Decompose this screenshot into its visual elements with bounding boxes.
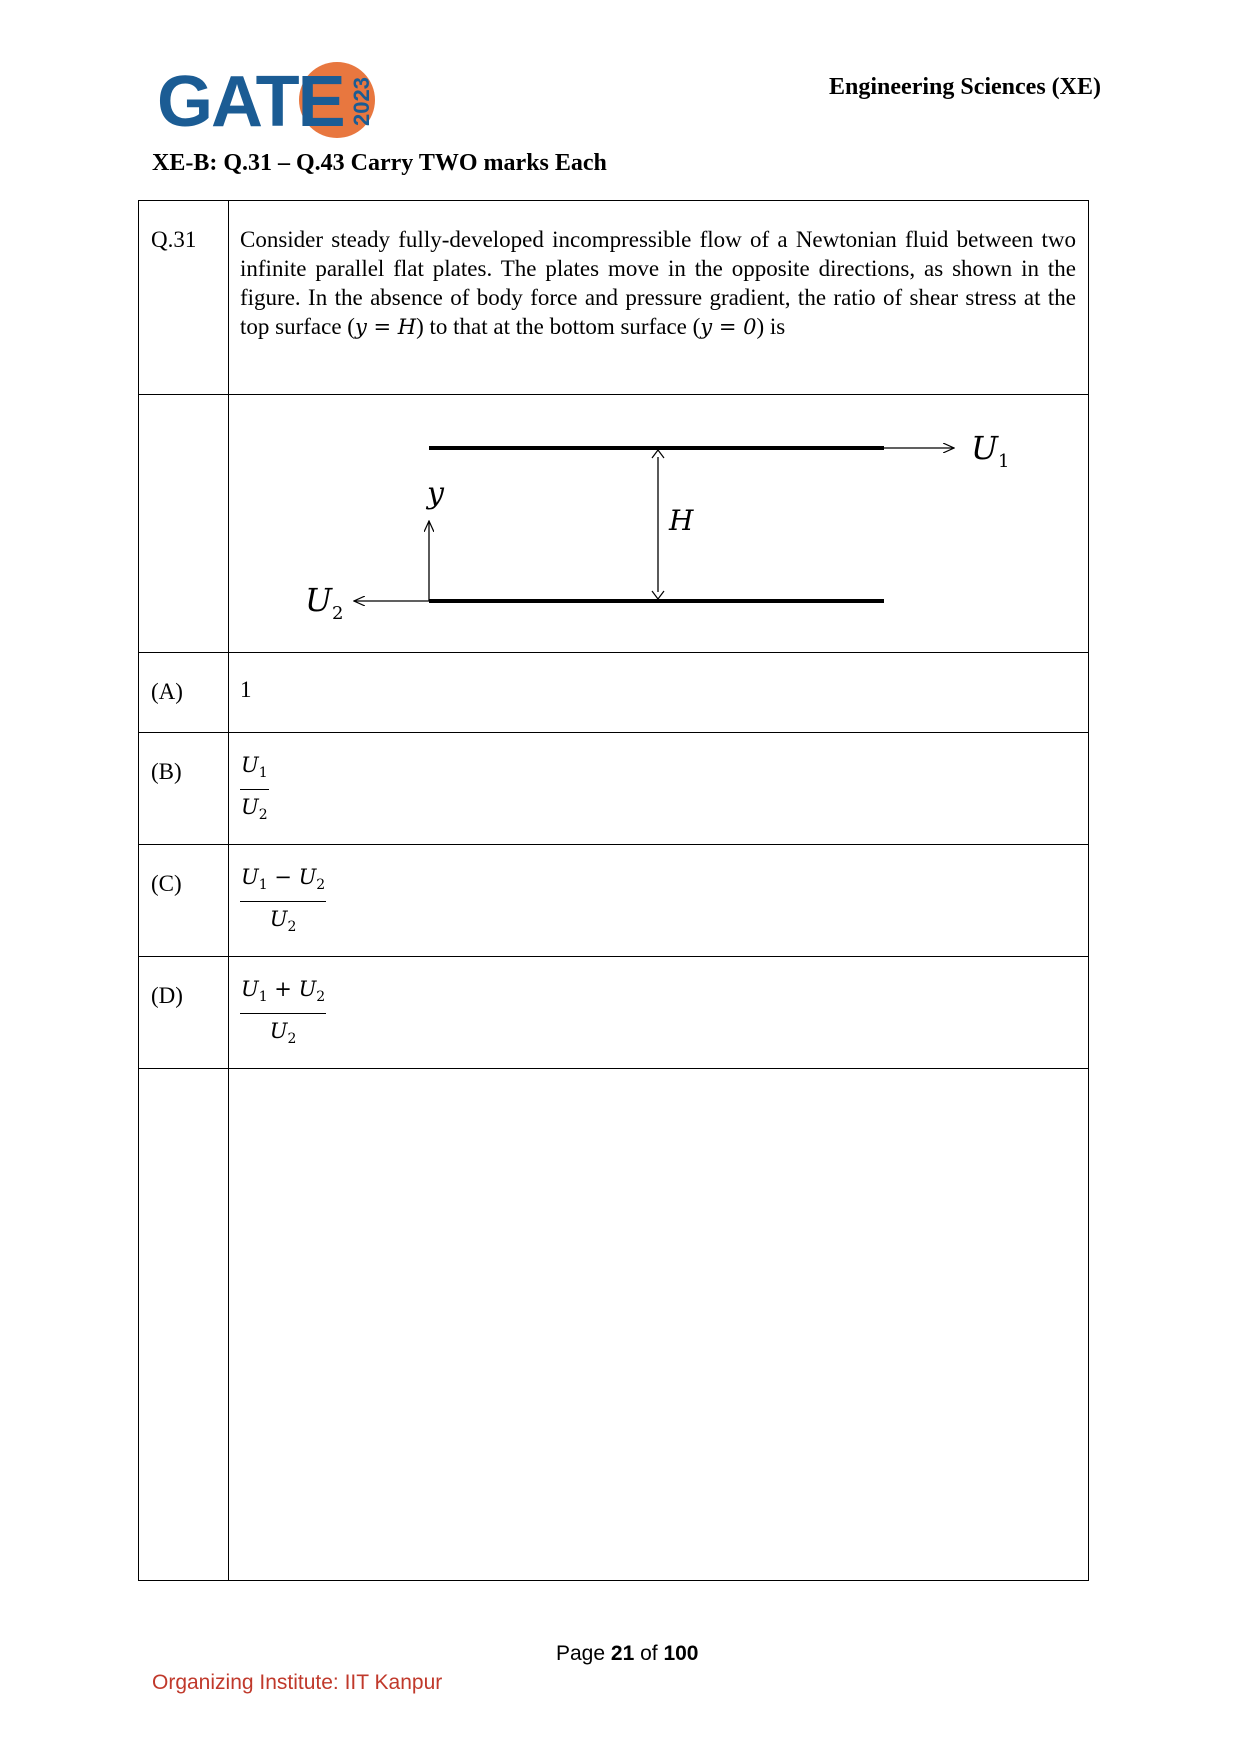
figure-cell <box>229 395 1089 653</box>
question-text-part3: ) is <box>756 314 786 339</box>
option-d-value <box>229 957 1089 1069</box>
option-c-fraction: $\frac{U_1 - U_2}{U_2}$ <box>241 865 326 936</box>
question-text-part2: ) to that at the bottom surface ( <box>416 314 701 339</box>
figure-row <box>139 395 1089 653</box>
option-d-label: (D) <box>139 957 229 1069</box>
figure-label-cell <box>139 395 229 653</box>
option-d-row <box>139 957 1089 1069</box>
u1-label: $U_1$ <box>971 429 1010 472</box>
subject-title: Engineering Sciences (XE) <box>829 74 1101 100</box>
math-y-equals-0: y = 0 <box>700 315 757 339</box>
h-arrow-bottom <box>652 591 664 599</box>
logo-text: GATE <box>157 62 344 142</box>
option-b-row <box>139 733 1089 845</box>
logo-year: 2023 <box>349 77 374 127</box>
option-a-row <box>139 653 1089 733</box>
option-a-value <box>229 653 1089 733</box>
question-text <box>229 201 1089 395</box>
option-c-row <box>139 845 1089 957</box>
organizing-institute: Organizing Institute: IIT Kanpur <box>152 1671 443 1694</box>
option-b-value <box>229 733 1089 845</box>
option-d-fraction: $\frac{U_1 + U_2}{U_2}$ <box>241 977 326 1048</box>
math-y-equals-h: y = H <box>354 315 417 339</box>
option-a-label: (A) <box>139 653 229 733</box>
option-b-label: (B) <box>139 733 229 845</box>
h-arrow-top <box>652 450 664 458</box>
u2-label: $U_2$ <box>305 581 344 624</box>
option-b-fraction: $\frac{U_1}{U_2}$ <box>241 753 268 824</box>
blank-row <box>139 1069 1089 1581</box>
question-row <box>139 201 1089 395</box>
question-text-part1: Consider steady fully-developed incompressible flow of a Newtonian fluid between two infinite parallel flat plates. The plates move in the opposite directions, as shown in the figure. In the absence of body force and pressure gradient, the ratio of shear stress at the top surface ( <box>240 227 1076 339</box>
option-a-text: 1 <box>240 677 252 702</box>
option-c-value <box>229 845 1089 957</box>
y-axis-label: y <box>427 476 444 511</box>
page-number: Page 21 of 100 <box>556 1642 699 1665</box>
blank-label-cell <box>139 1069 229 1581</box>
question-table <box>138 200 1089 1581</box>
h-label: H <box>669 504 694 537</box>
couette-flow-figure <box>229 395 1087 651</box>
section-title: XE-B: Q.31 – Q.43 Carry TWO marks Each <box>152 150 607 176</box>
option-c-label: (C) <box>139 845 229 957</box>
gate-logo <box>157 60 372 140</box>
blank-body-cell <box>229 1069 1089 1581</box>
question-number: Q.31 <box>139 201 229 395</box>
